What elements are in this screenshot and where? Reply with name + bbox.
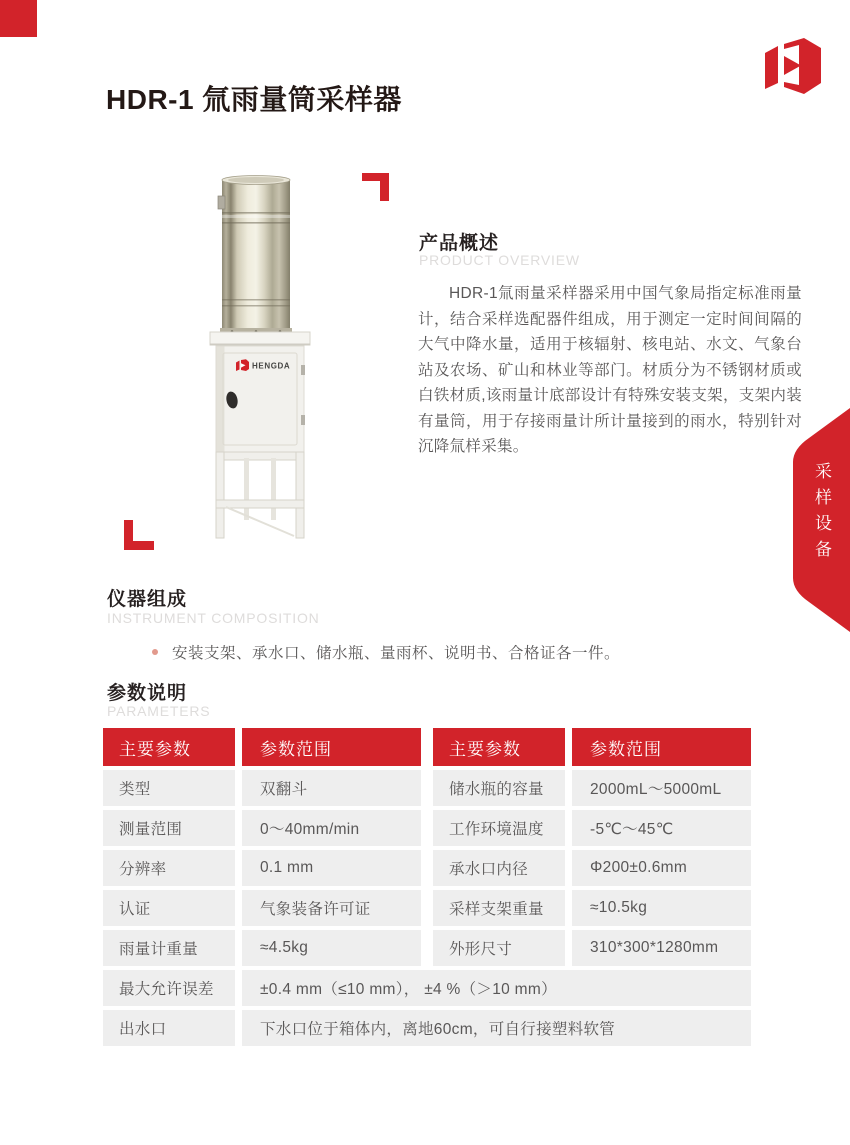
table-header-row — [433, 728, 751, 766]
table-header-param: 主要参数 — [433, 728, 565, 766]
param-name-cell: 出水口 — [103, 1010, 235, 1046]
overview-heading: 产品概述 — [419, 233, 500, 254]
param-value-cell: 0～40mm/min — [242, 810, 421, 846]
parameters-table-full-width — [103, 970, 751, 1046]
table-header-range: 参数范围 — [242, 728, 421, 766]
param-name-cell: 承水口内径 — [433, 850, 565, 886]
table-row — [433, 930, 751, 966]
overview-heading-en: PRODUCT OVERVIEW — [419, 252, 580, 268]
table-row — [103, 930, 421, 966]
composition-heading-en: INSTRUMENT COMPOSITION — [107, 610, 320, 626]
bullet-dot-icon — [152, 649, 158, 655]
table-row — [103, 890, 421, 926]
param-value-cell: 2000mL～5000mL — [572, 770, 751, 806]
param-value-cell: -5℃～45℃ — [572, 810, 751, 846]
corner-accent-square — [0, 0, 37, 37]
param-value-cell: Φ200±0.6mm — [572, 850, 751, 886]
param-value-cell: 310*300*1280mm — [572, 930, 751, 966]
param-value-cell: 0.1 mm — [242, 850, 421, 886]
table-header-param: 主要参数 — [103, 728, 235, 766]
table-header-range: 参数范围 — [572, 728, 751, 766]
table-row — [433, 770, 751, 806]
param-value-cell: 双翻斗 — [242, 770, 421, 806]
param-name-cell: 工作环境温度 — [433, 810, 565, 846]
parameters-table-right — [433, 728, 751, 966]
param-name-cell: 认证 — [103, 890, 235, 926]
parameters-table-left — [103, 728, 421, 966]
param-value-cell: ±0.4 mm（≤10 mm）， ±4 %（＞10 mm） — [242, 970, 751, 1006]
parameters-heading: 参数说明 — [107, 683, 188, 704]
composition-item-text: 安装支架、承水口、储水瓶、量雨杯、说明书、合格证各一件。 — [172, 645, 621, 662]
cabinet-logo-text: HENGDA — [252, 361, 291, 371]
overview-paragraph: HDR-1氚雨量采样器采用中国气象局指定标准雨量计，结合采样选配器件组成，用于测定一定时间间隔的大气中降水量，适用于核辐射、核电站、水文、气象台站及农场、矿山和林业等部门。材质分为不锈钢材质或白铁材质,该雨量计底部设计有特殊安装支架，支架内装有量筒，用于存接雨量计所计量接到的雨水，特别针对沉降氚样采集。 — [418, 285, 802, 455]
param-name-cell: 储水瓶的容量 — [433, 770, 565, 806]
composition-heading: 仪器组成 — [107, 589, 188, 610]
param-value-cell: 气象装备许可证 — [242, 890, 421, 926]
composition-list-item — [152, 641, 620, 663]
table-row — [103, 970, 751, 1006]
param-name-cell: 采样支架重量 — [433, 890, 565, 926]
table-row — [103, 850, 421, 886]
param-name-cell: 最大允许误差 — [103, 970, 235, 1006]
param-name-cell: 分辨率 — [103, 850, 235, 886]
param-name-cell: 类型 — [103, 770, 235, 806]
param-name-cell: 测量范围 — [103, 810, 235, 846]
param-value-cell: ≈4.5kg — [242, 930, 421, 966]
parameters-heading-en: PARAMETERS — [107, 703, 211, 719]
page-title: HDR-1 氚雨量筒采样器 — [106, 84, 402, 115]
table-row — [433, 850, 751, 886]
side-tab-sampling-equipment — [793, 408, 850, 632]
param-name-cell: 外形尺寸 — [433, 930, 565, 966]
product-photo — [120, 160, 380, 560]
table-row — [103, 1010, 751, 1046]
table-row — [433, 810, 751, 846]
parameters-tables — [103, 728, 751, 1046]
table-row — [103, 770, 421, 806]
param-value-cell: ≈10.5kg — [572, 890, 751, 926]
param-name-cell: 雨量计重量 — [103, 930, 235, 966]
side-tab-label: 采样设备 — [812, 462, 831, 566]
table-row — [433, 890, 751, 926]
param-value-cell: 下水口位于箱体内，离地60cm，可自行接塑料软管 — [242, 1010, 751, 1046]
table-row — [103, 810, 421, 846]
hengda-logo-icon — [762, 36, 824, 96]
table-header-row — [103, 728, 421, 766]
